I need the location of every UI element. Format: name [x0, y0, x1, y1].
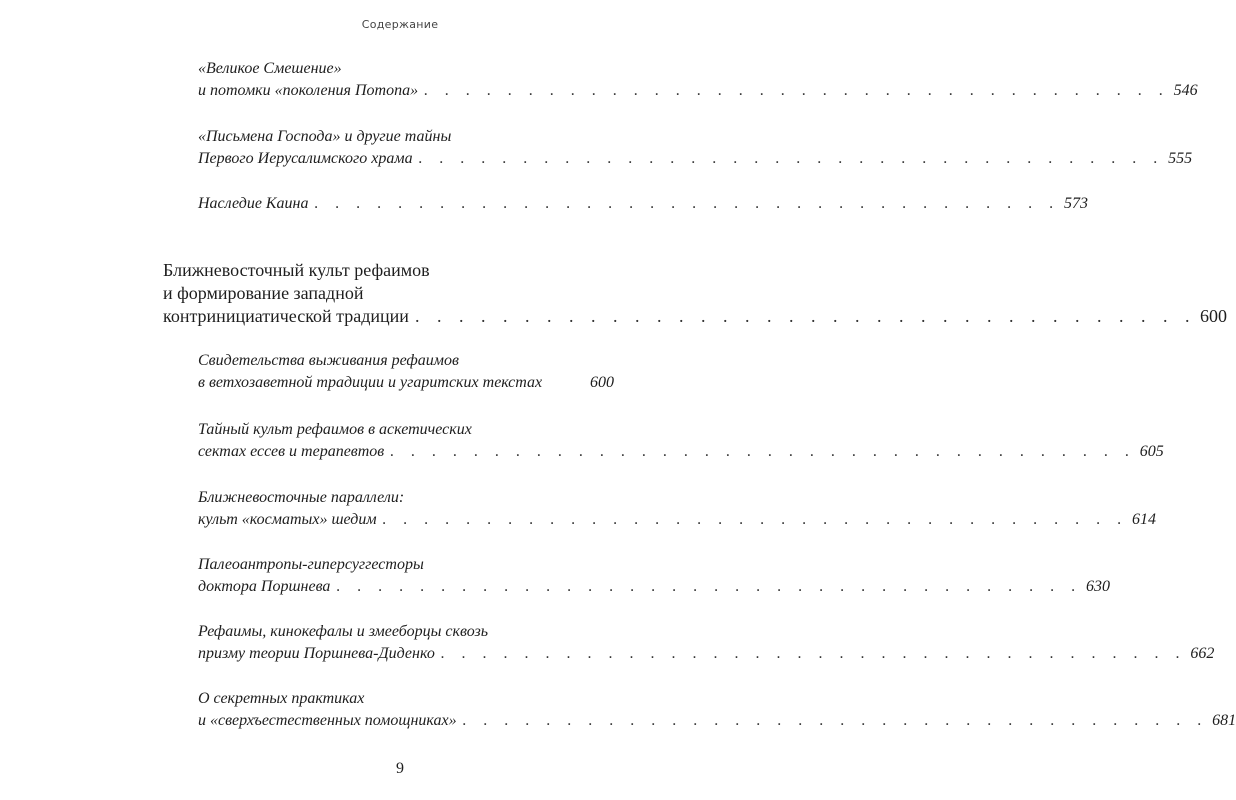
toc-entry-title-line: призму теории Поршнева-Диденко — [198, 645, 435, 662]
toc-entry — [198, 688, 1236, 732]
toc-entry-title-line: Первого Иерусалимского храма — [198, 150, 413, 167]
toc-page-number: 546 — [1173, 82, 1198, 99]
toc-entry-title-line: и потомки «поколения Потопа» — [198, 82, 419, 99]
toc-entry-title-line: О секретных практиках — [198, 690, 365, 707]
toc-chapter-title-line: и формирование западной — [163, 283, 364, 303]
toc-page-number: 600 — [1199, 306, 1227, 326]
toc-entry-title-line: в ветхозаветной традиции и угаритских текстах — [198, 374, 543, 391]
running-head: Содержание — [361, 18, 439, 31]
leader-dots: . . . . . . . . . . . . . . . . . . . . . . . . . . . . . . . . . . . . — [462, 712, 1209, 729]
leader-dots: . . . . . . . . . . . . . . . . . . . . . . . . . . . . . . . . . . . . — [424, 82, 1170, 99]
toc-entry-title-line: Свидетельства выживания рефаимов — [198, 352, 459, 369]
leader-dots: . . . . . . . . . . . . . . . . . . . . . . . . . . . . . . . . . . . . — [314, 195, 1060, 212]
leader-dots: . . . . . . . . . . . . . . . . . . . . . . . . . . . . . . . . . . . . — [336, 578, 1082, 595]
toc-chapter — [163, 259, 1227, 328]
toc-entry-title-line: Тайный культ рефаимов в аскетических — [198, 421, 472, 438]
toc-page-number: 662 — [1190, 645, 1215, 662]
toc-page-number: 573 — [1064, 195, 1088, 212]
toc-entry — [198, 487, 1157, 531]
toc-chapter-title-line: Ближневосточный культ рефаимов — [163, 260, 430, 280]
toc-entry-title-line: доктора Поршнева — [198, 578, 331, 595]
toc-entry — [198, 419, 1164, 463]
toc-entry-title-line: «Письмена Господа» и другие тайны — [198, 128, 452, 145]
page-number: 9 — [396, 760, 404, 777]
toc-entry — [198, 58, 1198, 102]
leader-dots: . . . . . . . . . . . . . . . . . . . . . . . . . . . . . . . . . . . . — [414, 306, 1196, 326]
toc-entry-title-line: Рефаимы, кинокефалы и змееборцы сквозь — [198, 623, 489, 640]
toc-page-number: 614 — [1132, 511, 1157, 528]
toc-page-number: 605 — [1139, 443, 1164, 460]
toc-page-number: 600 — [590, 374, 614, 391]
leader-dots: . . . . . . . . . . . . . . . . . . . . . . . . . . . . . . . . . . . . — [418, 150, 1165, 167]
leader-dots: . . . . . . . . . . . . . . . . . . . . . . . . . . . . . . . . . . . . — [382, 511, 1129, 528]
toc-page-number: 555 — [1168, 150, 1193, 167]
toc-entry — [198, 126, 1193, 170]
leader-dots: . . . . . . . . . . . . . . . . . . . . . . . . . . . . . . . . . . . . — [440, 645, 1187, 662]
toc-entry-title-line: Ближневосточные параллели: — [198, 489, 405, 506]
toc-page-number: 681 — [1212, 712, 1236, 729]
toc-entry-title-line: и «сверхъестественных помощниках» — [198, 712, 457, 729]
toc-entry — [198, 350, 614, 394]
toc-entry — [198, 621, 1215, 665]
leader-dots: . . . . . . . . . . . . . . . . . . . . . . . . . . . . . . . . . . . . — [390, 443, 1136, 460]
toc-entry — [198, 554, 1110, 598]
toc-entry-title-line: культ «косматых» шедим — [198, 511, 377, 528]
toc-entry — [198, 193, 1088, 215]
toc-chapter-title-line: контринициатической традиции — [163, 306, 409, 326]
toc-page-number: 630 — [1085, 578, 1110, 595]
toc-entry-title-line: Наследие Каина — [198, 195, 309, 212]
toc-entry-title-line: Палеоантропы-гиперсуггесторы — [198, 556, 424, 573]
toc-entry-title-line: «Великое Смешение» — [198, 60, 342, 77]
toc-entry-title-line: сектах ессев и терапевтов — [198, 443, 385, 460]
